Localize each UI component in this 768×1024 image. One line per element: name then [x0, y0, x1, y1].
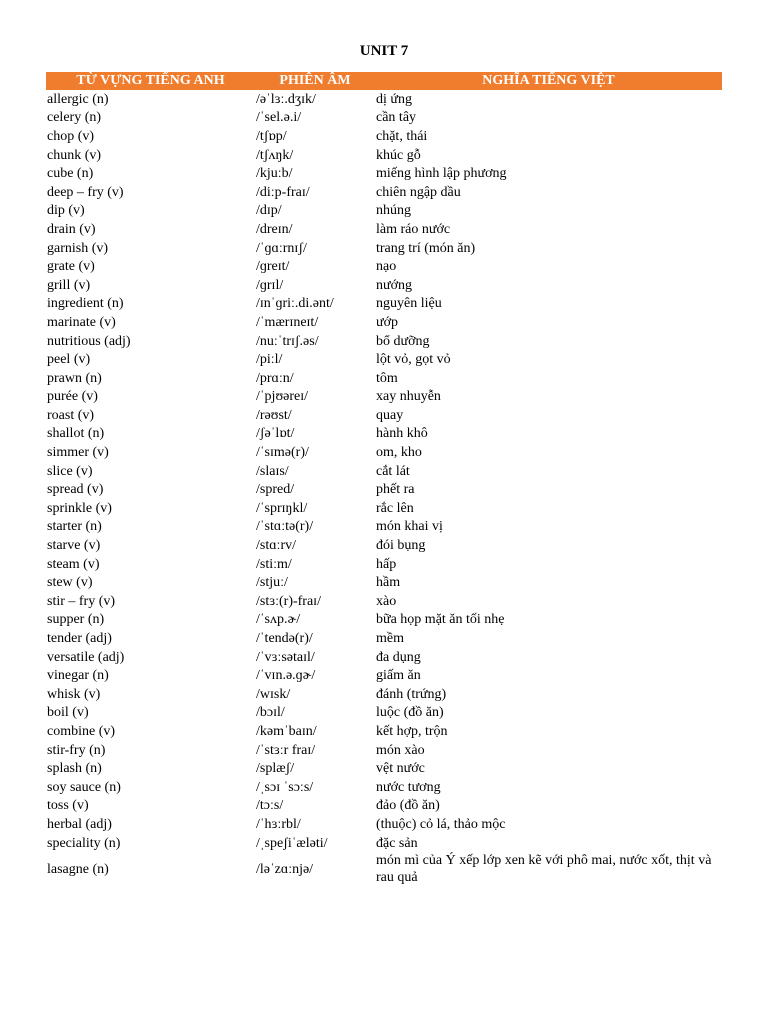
word-cell: combine (v): [47, 723, 116, 739]
word-cell: steam (v): [47, 556, 100, 572]
column-header-vietnamese: NGHĨA TIẾNG VIỆT: [375, 72, 722, 90]
phonetic-cell: /tɔːs/: [256, 798, 284, 814]
meaning-cell: tôm: [376, 370, 398, 386]
meaning-cell: bữa họp mặt ăn tối nhẹ: [376, 612, 505, 628]
word-cell: starter (n): [47, 519, 102, 535]
table-row: [46, 369, 722, 388]
column-header-english: TỪ VỰNG TIẾNG ANH: [46, 72, 255, 90]
phonetic-cell: /kəmˈbaɪn/: [256, 723, 317, 739]
word-cell: soy sauce (n): [47, 779, 121, 795]
meaning-cell: nướng: [376, 277, 412, 293]
phonetic-cell: /ˈsel.ə.i/: [256, 110, 302, 126]
table-row: [46, 778, 722, 797]
table-row: [46, 239, 722, 258]
word-cell: ingredient (n): [47, 296, 124, 312]
phonetic-cell: /ʃəˈlɒt/: [256, 426, 295, 442]
meaning-cell: trang trí (món ăn): [376, 240, 476, 256]
table-row: [46, 295, 722, 314]
table-row: [46, 406, 722, 425]
phonetic-cell: /bɔɪl/: [256, 705, 285, 721]
table-row: [46, 685, 722, 704]
table-row: [46, 499, 722, 518]
column-header-phonetic: PHIÊN ÂM: [255, 72, 375, 90]
meaning-cell: rắc lên: [376, 500, 414, 516]
table-row: [46, 834, 722, 853]
table-row: [46, 350, 722, 369]
phonetic-cell: /ˌspeʃiˈæləti/: [256, 835, 328, 851]
phonetic-cell: /ˈhɜːrbl/: [256, 816, 301, 832]
table-row: [46, 388, 722, 407]
phonetic-cell: /ˌsɔɪ ˈsɔːs/: [256, 779, 314, 795]
word-cell: toss (v): [47, 798, 89, 814]
meaning-cell: món mì của Ý xếp lớp xen kẽ với phô mai, nước xốt, thịt và rau quả: [376, 853, 712, 886]
table-row: [46, 518, 722, 537]
word-cell: drain (v): [47, 221, 96, 237]
word-cell: stir-fry (n): [47, 742, 106, 758]
word-cell: supper (n): [47, 612, 105, 628]
table-row: [46, 146, 722, 165]
phonetic-cell: /tʃɒp/: [256, 128, 287, 144]
meaning-cell: cần tây: [376, 110, 417, 126]
meaning-cell: đánh (trứng): [376, 686, 447, 702]
meaning-cell: lột vỏ, gọt vỏ: [376, 352, 451, 368]
word-cell: vinegar (n): [47, 668, 109, 684]
phonetic-cell: /kjuːb/: [256, 166, 293, 182]
meaning-cell: chiên ngập dầu: [376, 184, 461, 200]
word-cell: herbal (adj): [47, 816, 112, 832]
table-row: [46, 257, 722, 276]
meaning-cell: đói bụng: [376, 538, 426, 554]
table-row: [46, 629, 722, 648]
meaning-cell: nguyên liệu: [376, 296, 442, 312]
phonetic-cell: /rəʊst/: [256, 407, 292, 423]
phonetic-cell: /stɜː(r)-fraɪ/: [256, 593, 321, 609]
phonetic-cell: /stɑːrv/: [256, 538, 296, 554]
word-cell: splash (n): [47, 761, 102, 777]
phonetic-cell: /diːp-fraɪ/: [256, 184, 310, 200]
table-row: [46, 536, 722, 555]
table-row: [46, 592, 722, 611]
meaning-cell: hấp: [376, 556, 397, 572]
table-row: [46, 722, 722, 741]
phonetic-cell: /ɡrɪl/: [256, 277, 284, 293]
meaning-cell: vệt nước: [376, 761, 425, 777]
word-cell: tender (adj): [47, 631, 112, 647]
word-cell: sprinkle (v): [47, 500, 112, 516]
meaning-cell: luộc (đồ ăn): [376, 705, 444, 721]
phonetic-cell: /ˈmærɪneɪt/: [256, 314, 319, 330]
meaning-cell: món khai vị: [376, 519, 443, 535]
word-cell: allergic (n): [47, 91, 109, 107]
word-cell: nutritious (adj): [47, 333, 131, 349]
phonetic-cell: /ɡreɪt/: [256, 259, 290, 275]
word-cell: roast (v): [47, 407, 95, 423]
phonetic-cell: /ˈsʌp.ɚ/: [256, 612, 301, 628]
word-cell: chop (v): [47, 128, 95, 144]
table-row: [46, 797, 722, 816]
table-row: [46, 127, 722, 146]
phonetic-cell: /ˈstɜːr fraɪ/: [256, 742, 316, 758]
phonetic-cell: /ˈsprɪŋkl/: [256, 500, 308, 516]
meaning-cell: (thuộc) cỏ lá, thảo mộc: [376, 816, 506, 832]
phonetic-cell: /ˈtendə(r)/: [256, 631, 313, 647]
meaning-cell: đặc sản: [376, 835, 418, 851]
table-row: [46, 759, 722, 778]
meaning-cell: làm ráo nước: [376, 221, 451, 237]
word-cell: purée (v): [47, 389, 98, 405]
phonetic-cell: /nuːˈtrɪʃ.əs/: [256, 333, 319, 349]
table-row: [46, 852, 722, 886]
word-cell: shallot (n): [47, 426, 105, 442]
vocabulary-table: [46, 72, 722, 886]
table-row: [46, 648, 722, 667]
table-row: [46, 276, 722, 295]
word-cell: grate (v): [47, 259, 95, 275]
table-row: [46, 220, 722, 239]
meaning-cell: quay: [376, 407, 404, 423]
table-row: [46, 90, 722, 109]
table-row: [46, 164, 722, 183]
meaning-cell: khúc gỗ: [376, 147, 421, 163]
phonetic-cell: /wɪsk/: [256, 686, 291, 702]
meaning-cell: xào: [376, 593, 397, 609]
table-row: [46, 573, 722, 592]
word-cell: deep – fry (v): [47, 184, 124, 200]
phonetic-cell: /ɪnˈɡriː.di.ənt/: [256, 296, 334, 312]
phonetic-cell: /prɑːn/: [256, 370, 294, 386]
phonetic-cell: /ˈvɪn.ə.ɡɚ/: [256, 668, 316, 684]
meaning-cell: món xào: [376, 742, 425, 758]
word-cell: slice (v): [47, 463, 93, 479]
word-cell: whisk (v): [47, 686, 101, 702]
phonetic-cell: /əˈlɜː.dʒɪk/: [256, 91, 316, 107]
table-row: [46, 183, 722, 202]
word-cell: garnish (v): [47, 240, 109, 256]
phonetic-cell: /ˈstɑːtə(r)/: [256, 519, 314, 535]
vocabulary-table-body: [46, 90, 722, 886]
phonetic-cell: /spred/: [256, 482, 295, 498]
phonetic-cell: /ˈɡɑːrnɪʃ/: [256, 240, 307, 256]
word-cell: celery (n): [47, 110, 102, 126]
phonetic-cell: /dreɪn/: [256, 221, 293, 237]
word-cell: cube (n): [47, 166, 94, 182]
word-cell: lasagne (n): [47, 861, 109, 877]
word-cell: boil (v): [47, 705, 89, 721]
word-cell: versatile (adj): [47, 649, 125, 665]
meaning-cell: om, kho: [376, 445, 422, 461]
phonetic-cell: /stjuː/: [256, 575, 288, 591]
word-cell: stir – fry (v): [47, 593, 116, 609]
word-cell: starve (v): [47, 538, 101, 554]
phonetic-cell: /piːl/: [256, 352, 283, 368]
phonetic-cell: /ləˈzɑːnjə/: [256, 861, 314, 877]
word-cell: dip (v): [47, 203, 85, 219]
phonetic-cell: /tʃʌŋk/: [256, 147, 294, 163]
meaning-cell: nạo: [376, 259, 397, 275]
meaning-cell: ướp: [376, 314, 398, 330]
table-row: [46, 109, 722, 128]
word-cell: speciality (n): [47, 835, 121, 851]
table-row: [46, 480, 722, 499]
meaning-cell: nhúng: [376, 203, 411, 219]
table-row: [46, 555, 722, 574]
meaning-cell: xay nhuyễn: [376, 389, 441, 405]
table-row: [46, 425, 722, 444]
meaning-cell: nước tương: [376, 779, 441, 795]
word-cell: chunk (v): [47, 147, 102, 163]
meaning-cell: đảo (đồ ăn): [376, 798, 440, 814]
word-cell: marinate (v): [47, 314, 116, 330]
phonetic-cell: /dɪp/: [256, 203, 282, 219]
phonetic-cell: /ˈsɪmə(r)/: [256, 445, 309, 461]
phonetic-cell: /slaɪs/: [256, 463, 289, 479]
table-row: [46, 462, 722, 481]
page-title: UNIT 7: [359, 43, 409, 59]
word-cell: peel (v): [47, 352, 91, 368]
table-row: [46, 704, 722, 723]
meaning-cell: đa dụng: [376, 649, 421, 665]
word-cell: prawn (n): [47, 370, 102, 386]
word-cell: spread (v): [47, 482, 104, 498]
table-row: [46, 815, 722, 834]
table-row: [46, 332, 722, 351]
table-row: [46, 666, 722, 685]
meaning-cell: hầm: [376, 575, 401, 591]
meaning-cell: cắt lát: [376, 463, 410, 479]
table-row: [46, 313, 722, 332]
meaning-cell: miếng hình lập phương: [376, 166, 507, 182]
meaning-cell: hành khô: [376, 426, 428, 442]
phonetic-cell: /ˈpjʊəreɪ/: [256, 389, 308, 405]
meaning-cell: bổ dưỡng: [376, 333, 430, 349]
table-row: [46, 741, 722, 760]
word-cell: grill (v): [47, 277, 91, 293]
table-row: [46, 611, 722, 630]
meaning-cell: dị ứng: [376, 91, 412, 107]
table-row: [46, 202, 722, 221]
meaning-cell: giấm ăn: [376, 668, 421, 684]
word-cell: stew (v): [47, 575, 93, 591]
phonetic-cell: /stiːm/: [256, 556, 292, 572]
table-row: [46, 443, 722, 462]
table-header-row: [46, 72, 722, 90]
phonetic-cell: /splæʃ/: [256, 761, 295, 777]
meaning-cell: phết ra: [376, 482, 415, 498]
phonetic-cell: /ˈvɜːsətaɪl/: [256, 649, 315, 665]
meaning-cell: chặt, thái: [376, 128, 428, 144]
word-cell: simmer (v): [47, 445, 109, 461]
meaning-cell: kết hợp, trộn: [376, 723, 448, 739]
meaning-cell: mềm: [376, 631, 404, 647]
